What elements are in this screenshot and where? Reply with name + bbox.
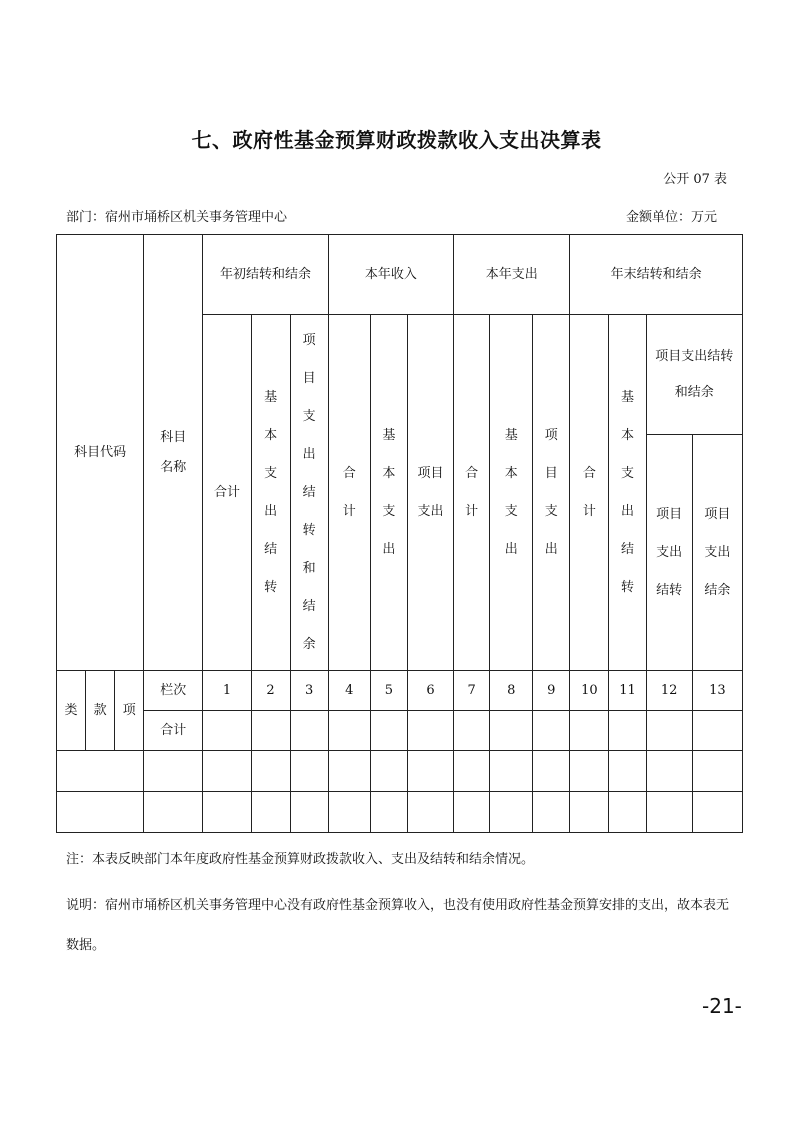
table-cell	[454, 711, 490, 751]
table-cell	[290, 751, 328, 792]
column-number: 8	[490, 671, 533, 711]
page-title: 七、政府性基金预算财政拨款收入支出决算表	[191, 128, 602, 152]
header-class: 类	[57, 671, 86, 751]
header-income-basic: 基本支出	[370, 315, 407, 671]
header-group-income: 本年收入	[328, 235, 453, 315]
table-cell	[533, 751, 570, 792]
header-income-total: 合计	[328, 315, 370, 671]
table-cell	[290, 711, 328, 751]
table-cell	[570, 792, 609, 833]
table-cell	[251, 792, 290, 833]
column-number-label: 栏次	[144, 671, 203, 711]
table-cell	[328, 751, 370, 792]
column-number: 7	[454, 671, 490, 711]
table-cell	[290, 792, 328, 833]
header-subject-name: 科目名称	[144, 235, 203, 671]
column-number: 10	[570, 671, 609, 711]
form-number: 公开 07 表	[663, 172, 727, 187]
explanation-note: 说明：宿州市埇桥区机关事务管理中心没有政府性基金预算收入，也没有使用政府性基金预算安排的支出，故本表无数据。	[66, 898, 730, 953]
table-cell	[454, 751, 490, 792]
department-label: 部门：宿州市埇桥区机关事务管理中心	[66, 210, 288, 225]
table-cell	[407, 751, 453, 792]
budget-table	[56, 234, 743, 833]
table-cell	[203, 751, 251, 792]
header-expense-total: 合计	[454, 315, 490, 671]
header-group-begin: 年初结转和结余	[203, 235, 328, 315]
header-item: 项	[115, 671, 144, 751]
table-cell	[490, 751, 533, 792]
header-subject-code: 科目代码	[57, 235, 144, 671]
table-cell	[646, 792, 692, 833]
column-number: 3	[290, 671, 328, 711]
header-begin-basic: 基本支出结转	[251, 315, 290, 671]
table-row	[57, 751, 743, 792]
column-number: 4	[328, 671, 370, 711]
table-cell	[692, 711, 742, 751]
header-group-expense: 本年支出	[454, 235, 570, 315]
table-cell	[533, 792, 570, 833]
header-expense-project: 项目支出	[533, 315, 570, 671]
table-cell	[328, 792, 370, 833]
column-number: 6	[407, 671, 453, 711]
table-cell	[203, 711, 251, 751]
table-cell	[570, 711, 609, 751]
table-cell	[609, 751, 646, 792]
column-number: 12	[646, 671, 692, 711]
amount-unit-label: 金额单位：万元	[626, 210, 718, 225]
table-cell	[57, 792, 144, 833]
table-cell	[692, 792, 742, 833]
column-number: 2	[251, 671, 290, 711]
table-note: 注：本表反映部门本年度政府性基金预算财政拨款收入、支出及结转和结余情况。	[66, 852, 535, 867]
table-cell	[692, 751, 742, 792]
table-cell	[144, 792, 203, 833]
table-cell	[370, 751, 407, 792]
header-section: 款	[86, 671, 115, 751]
table-cell	[646, 751, 692, 792]
table-cell	[328, 711, 370, 751]
table-row	[57, 792, 743, 833]
header-end-project-surplus: 项目支出结余	[692, 435, 742, 671]
header-end-basic: 基本支出结转	[609, 315, 646, 671]
header-income-project: 项目支出	[407, 315, 453, 671]
column-number: 13	[692, 671, 742, 711]
table-cell	[370, 711, 407, 751]
header-begin-project: 项目支出结转和结余	[290, 315, 328, 671]
table-cell	[454, 792, 490, 833]
table-cell	[490, 792, 533, 833]
table-cell	[570, 751, 609, 792]
table-cell	[251, 751, 290, 792]
column-number: 11	[609, 671, 646, 711]
header-group-end: 年末结转和结余	[570, 235, 743, 315]
header-expense-basic: 基本支出	[490, 315, 533, 671]
total-row	[57, 711, 743, 751]
header-end-project-group: 项目支出结转和结余	[646, 315, 742, 435]
total-row-label: 合计	[144, 711, 203, 751]
table-cell	[646, 711, 692, 751]
header-end-project-carry: 项目支出结转	[646, 435, 692, 671]
table-cell	[490, 711, 533, 751]
table-cell	[144, 751, 203, 792]
table-cell	[370, 792, 407, 833]
header-end-total: 合计	[570, 315, 609, 671]
table-cell	[533, 711, 570, 751]
table-cell	[203, 792, 251, 833]
column-number: 9	[533, 671, 570, 711]
column-number: 5	[370, 671, 407, 711]
table-cell	[609, 711, 646, 751]
header-begin-total: 合计	[203, 315, 251, 671]
column-number: 1	[203, 671, 251, 711]
page-number: -21-	[702, 994, 742, 1018]
table-cell	[407, 792, 453, 833]
table-cell	[57, 751, 144, 792]
table-cell	[251, 711, 290, 751]
table-cell	[609, 792, 646, 833]
table-cell	[407, 711, 453, 751]
